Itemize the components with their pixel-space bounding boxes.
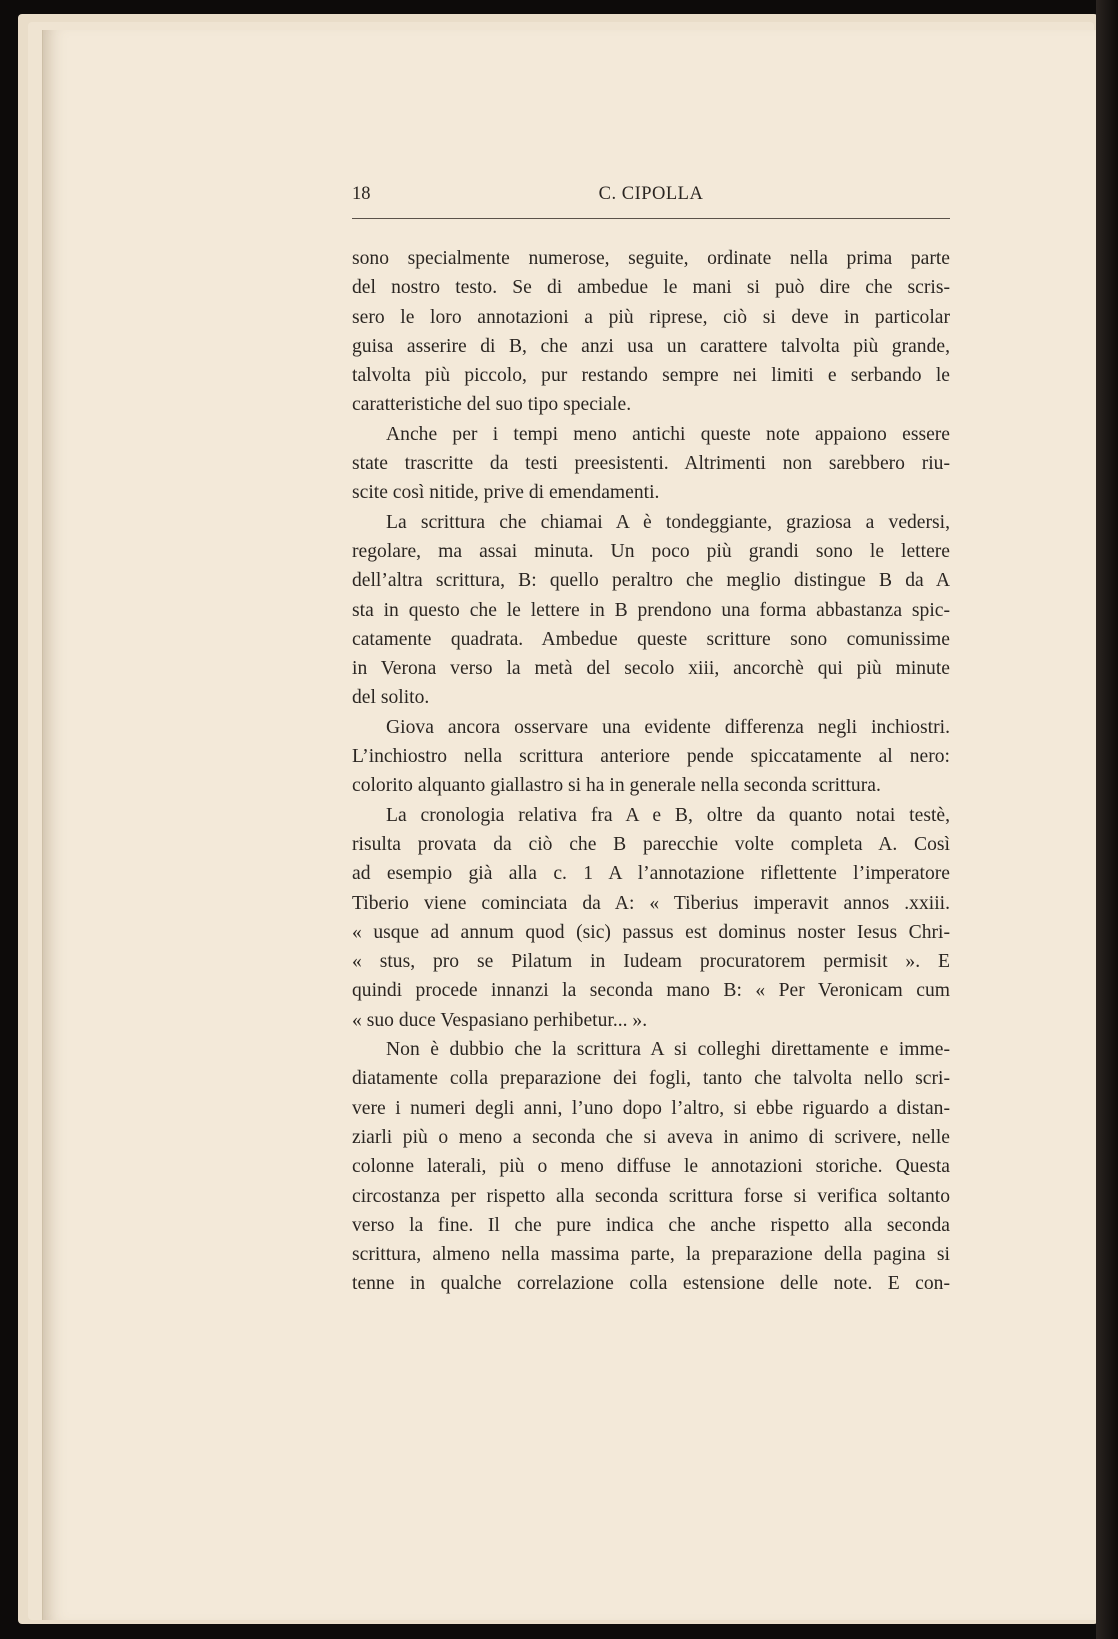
header-rule bbox=[352, 218, 950, 219]
text-line: diatamente colla preparazione dei fogli, tanto che talvolta nello scri- bbox=[352, 1068, 950, 1090]
text-line: del solito. bbox=[352, 687, 430, 709]
text-line: ad esempio già alla c. 1 A l’annotazione riflettente l’imperatore bbox=[352, 863, 950, 885]
text-line: guisa asserire di B, che anzi usa un carattere talvolta più grande, bbox=[352, 335, 950, 357]
text-line: colorito alquanto giallastro si ha in generale nella seconda scrittura. bbox=[352, 775, 881, 797]
text-line: dell’altra scrittura, B: quello peraltro che meglio distingue B da A bbox=[352, 570, 950, 592]
text-line: verso la fine. Il che pure indica che anche rispetto alla seconda bbox=[352, 1214, 950, 1236]
body-text bbox=[352, 244, 950, 1299]
text-line: Giova ancora osservare una evidente differenza negli inchiostri. bbox=[386, 716, 950, 738]
page-number: 18 bbox=[352, 184, 371, 204]
page-header bbox=[352, 184, 950, 210]
text-line: catamente quadrata. Ambedue queste scritture sono comunissime bbox=[352, 628, 950, 650]
text-line: « stus, pro se Pilatum in Iudeam procuratorem permisit ». E bbox=[352, 951, 950, 973]
text-line: del nostro testo. Se di ambedue le mani si può dire che scris- bbox=[352, 277, 950, 299]
text-line: tenne in qualche correlazione colla estensione delle note. E con- bbox=[352, 1273, 950, 1295]
text-line: sero le loro annotazioni a più riprese, ciò si deve in particolar bbox=[352, 306, 950, 328]
text-line: « suo duce Vespasiano perhibetur... ». bbox=[352, 1009, 648, 1031]
text-line: ziarli più o meno a seconda che si aveva in animo di scrivere, nelle bbox=[352, 1126, 950, 1148]
text-line: « usque ad annum quod (sic) passus est dominus noster Iesus Chri- bbox=[352, 921, 950, 943]
text-line: Anche per i tempi meno antichi queste note appaiono essere bbox=[386, 423, 950, 445]
text-line: La cronologia relativa fra A e B, oltre da quanto notai testè, bbox=[386, 804, 950, 826]
text-line: L’inchiostro nella scrittura anteriore pende spiccatamente al nero: bbox=[352, 746, 950, 768]
text-line: talvolta più piccolo, pur restando sempre nei limiti e serbando le bbox=[352, 365, 950, 387]
text-line: risulta provata da ciò che B parecchie volte completa A. Così bbox=[352, 833, 950, 855]
text-line: Tiberio viene cominciata da A: « Tiberius imperavit annos .xxiii. bbox=[352, 892, 950, 914]
text-line: circostanza per rispetto alla seconda scrittura forse si verifica soltanto bbox=[352, 1185, 950, 1207]
text-line: vere i numeri degli anni, l’uno dopo l’altro, si ebbe riguardo a distan- bbox=[352, 1097, 950, 1119]
text-line: scite così nitide, prive di emendamenti. bbox=[352, 482, 660, 504]
text-line: colonne laterali, più o meno diffuse le annotazioni storiche. Questa bbox=[352, 1156, 950, 1178]
text-line: La scrittura che chiamai A è tondeggiante, graziosa a vedersi, bbox=[386, 511, 950, 533]
running-head: C. CIPOLLA bbox=[598, 184, 704, 204]
text-line: scrittura, almeno nella massima parte, la preparazione della pagina si bbox=[352, 1244, 950, 1266]
text-line: regolare, ma assai minuta. Un poco più grandi sono le lettere bbox=[352, 540, 950, 562]
page-edge-shadow bbox=[1096, 0, 1118, 1639]
text-line: Non è dubbio che la scrittura A si colleghi direttamente e imme- bbox=[386, 1039, 950, 1061]
text-line: caratteristiche del suo tipo speciale. bbox=[352, 394, 632, 416]
text-line: sta in questo che le lettere in B prendono una forma abbastanza spic- bbox=[352, 599, 950, 621]
text-line: sono specialmente numerose, seguite, ordinate nella prima parte bbox=[352, 248, 950, 269]
text-line: in Verona verso la metà del secolo xiii, ancorchè qui più minute bbox=[352, 658, 950, 680]
text-line: state trascritte da testi preesistenti. Altrimenti non sarebbero riu- bbox=[352, 453, 950, 475]
text-line: quindi procede innanzi la seconda mano B: « Per Veronicam cum bbox=[352, 980, 950, 1002]
